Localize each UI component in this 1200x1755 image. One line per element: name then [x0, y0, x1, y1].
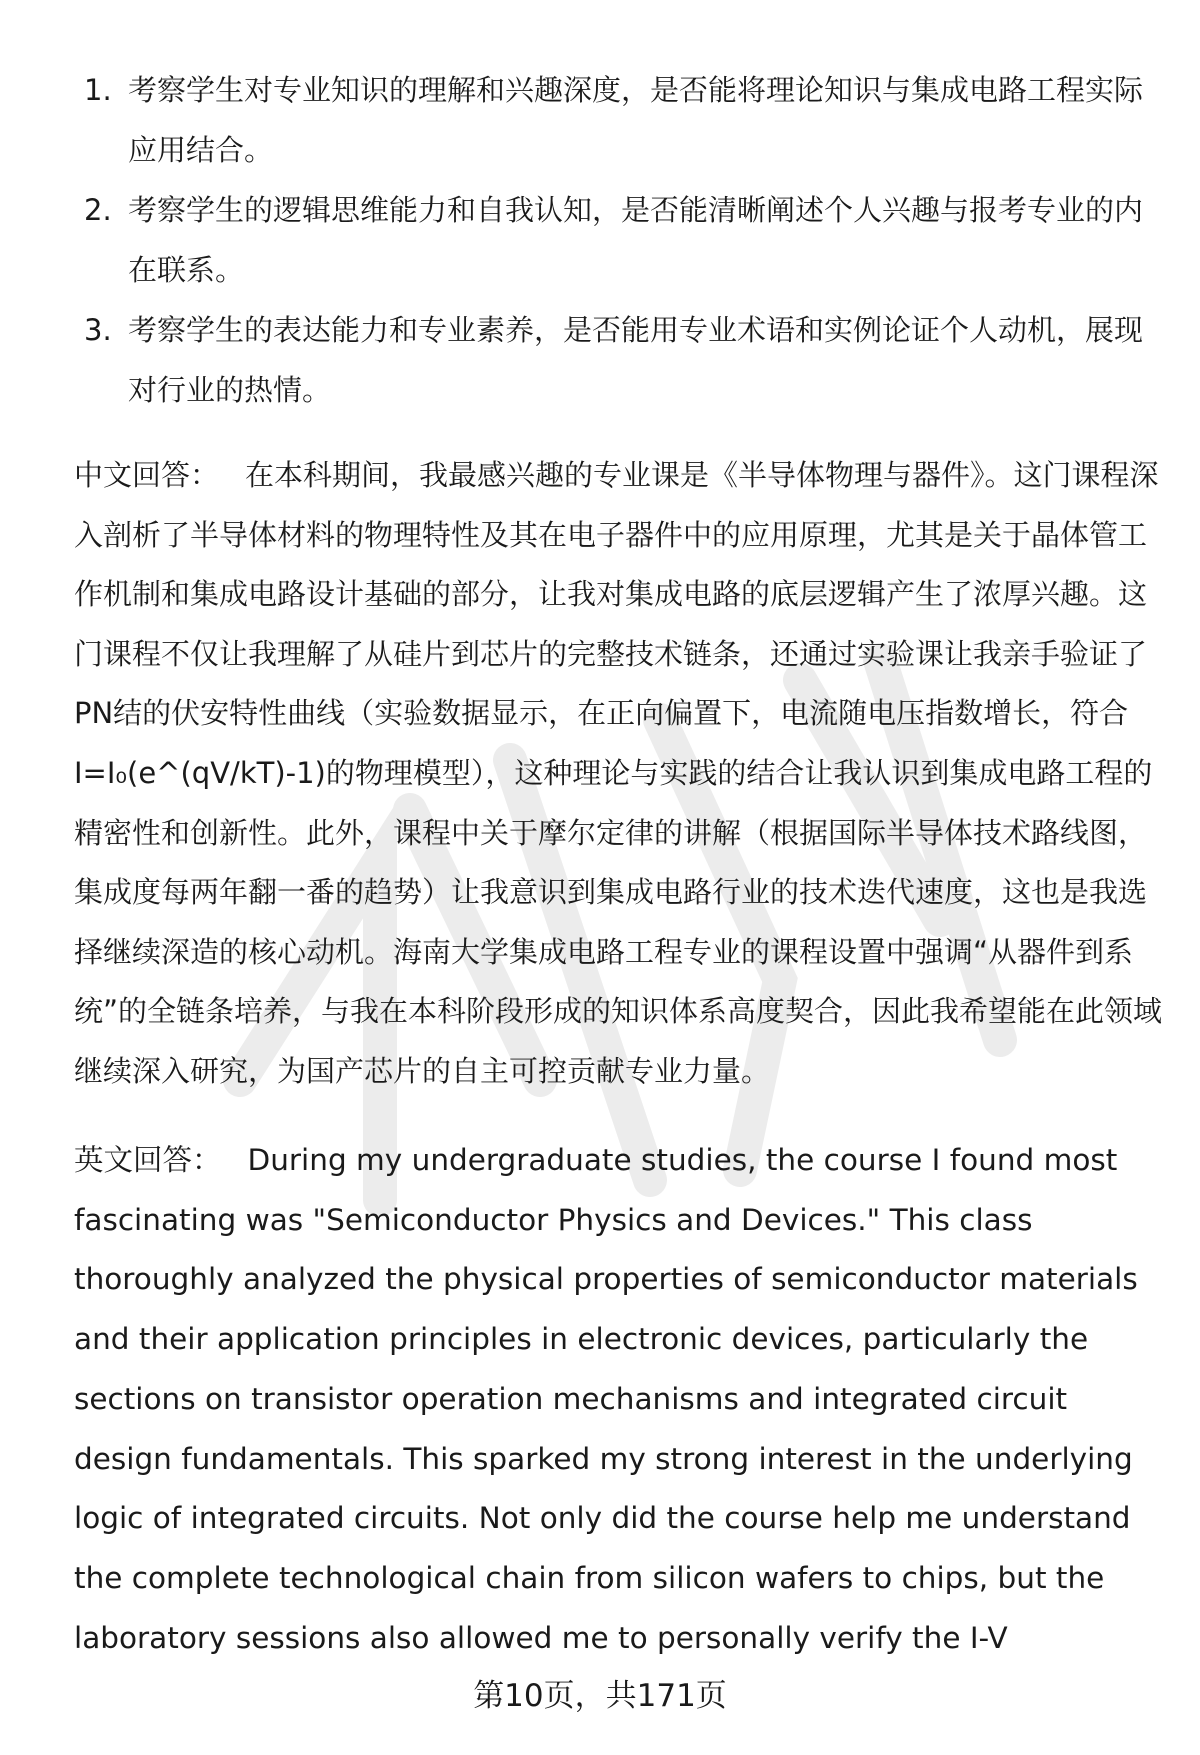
criteria-text: 考察学生的表达能力和专业素养，是否能用专业术语和实例论证个人动机，展现对行业的热情。 — [128, 313, 1144, 407]
criteria-number: 2. — [84, 193, 112, 227]
criteria-item — [74, 60, 1154, 180]
criteria-text: 考察学生对专业知识的理解和兴趣深度，是否能将理论知识与集成电路工程实际应用结合。 — [128, 73, 1144, 167]
evaluation-criteria-list — [74, 60, 1154, 420]
criteria-number: 1. — [84, 73, 112, 107]
english-answer-text: During my undergraduate studies, the course I found most fascinating was "Semiconductor Physics and Devices." This class thoroughly analyzed the physical properties of semiconductor materials and their application principles in electronic devices, particularly the sections on transistor operation mechanisms and integrated circuit design fundamentals. This sparked my strong interest in the underlying logic of integrated circuits. Not only did the course help me understand the complete technological chain from silicon wafers to chips, but the laboratory sessions also allowed me to personally verify the I-V — [74, 1143, 1138, 1655]
criteria-text: 考察学生的逻辑思维能力和自我认知，是否能清晰阐述个人兴趣与报考专业的内在联系。 — [128, 193, 1144, 287]
criteria-number: 3. — [84, 313, 112, 347]
english-answer-paragraph — [74, 1131, 1154, 1668]
english-answer-label: 英文回答： — [74, 1143, 222, 1177]
criteria-item — [74, 180, 1154, 300]
page-number-footer: 第10页，共171页 — [473, 1678, 727, 1714]
criteria-item — [74, 300, 1154, 420]
chinese-answer-paragraph — [74, 446, 1164, 1102]
chinese-answer-label: 中文回答： — [74, 458, 220, 492]
chinese-answer-text: 在本科期间，我最感兴趣的专业课是《半导体物理与器件》。这门课程深入剖析了半导体材料的物理特性及其在电子器件中的应用原理，尤其是关于晶体管工作机制和集成电路设计基础的部分，让我对集成电路的底层逻辑产生了浓厚兴趣。这门课程不仅让我理解了从硅片到芯片的完整技术链条，还通过实验课让我亲手验证了PN结的伏安特性曲线（实验数据显示，在正向偏置下，电流随电压指数增长，符合I=I₀(e^(qV/kT)-1)的物理模型），这种理论与实践的结合让我认识到集成电路工程的精密性和创新性。此外，课程中关于摩尔定律的讲解（根据国际半导体技术路线图，集成度每两年翻一番的趋势）让我意识到集成电路行业的技术迭代速度，这也是我选择继续深造的核心动机。海南大学集成电路工程专业的课程设置中强调“从器件到系统”的全链条培养，与我在本科阶段形成的知识体系高度契合，因此我希望能在此领域继续深入研究，为国产芯片的自主可控贡献专业力量。 — [74, 458, 1163, 1088]
